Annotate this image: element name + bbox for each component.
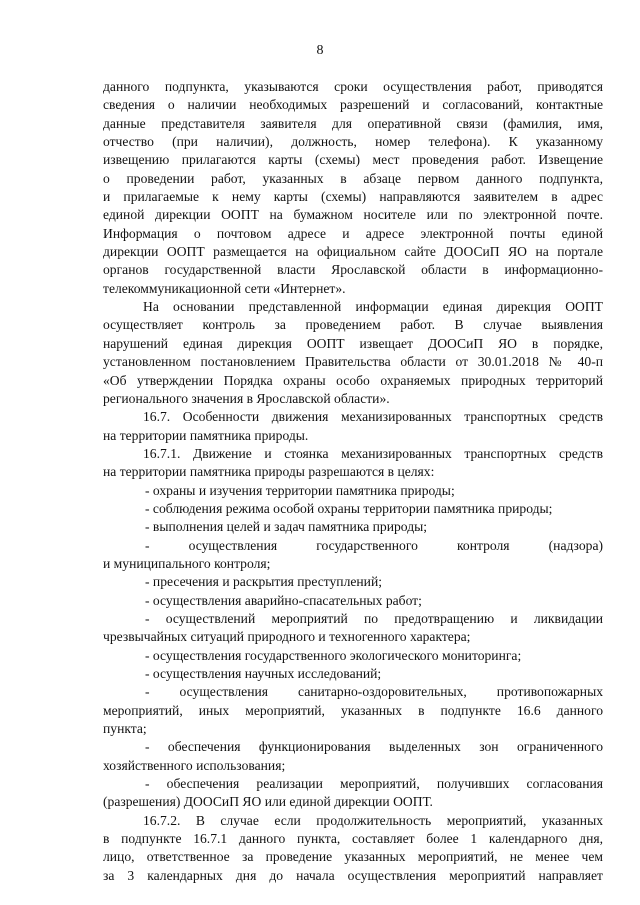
text-line: 16.7. Особенности движения механизированных транспортных средств: [143, 409, 603, 425]
text-line: - охраны и изучения территории памятника природы;: [145, 482, 455, 498]
text-line: - осуществления аварийно-спасательных работ;: [145, 592, 422, 608]
text-line: данного подпункта, указываются сроки осуществления работ, приводятся: [103, 79, 603, 94]
text-line: - осуществления государственного экологического мониторинга;: [145, 647, 522, 663]
text-line: извещению прилагаются карты (схемы) мест проведения работ. Извещение: [103, 152, 603, 168]
text-line: на территории памятника природы.: [103, 427, 309, 443]
text-line: - выполнения целей и задач памятника природы;: [145, 519, 428, 535]
text-line: мероприятий, иных мероприятий, указанных в подпункте 16.6 данного: [103, 702, 603, 718]
document-body: [103, 78, 603, 885]
text-line: регионального значения в Ярославской области».: [103, 390, 390, 406]
text-line: осуществляет контроль за проведением работ. В случае выявления: [103, 317, 603, 333]
text-line: пункта;: [103, 721, 147, 737]
text-line: - осуществлений мероприятий по предотвращению и ликвидации: [145, 610, 603, 626]
text-line: 16.7.1. Движение и стоянка механизированных транспортных средств: [143, 445, 603, 461]
text-line: установленном постановлением Правительства области от 30.01.2018 № 40-п: [103, 354, 603, 370]
text-line: на территории памятника природы разрешаются в целях:: [103, 464, 435, 480]
text-line: за 3 календарных дня до начала осуществления мероприятий направляет: [103, 867, 603, 883]
text-line: - пресечения и раскрытия преступлений;: [145, 574, 383, 590]
text-line: - осуществления санитарно-оздоровительных, противопожарных: [145, 684, 603, 700]
text-line: - соблюдения режима особой охраны территории памятника природы;: [145, 500, 553, 516]
text-line: - осуществления научных исследований;: [145, 666, 382, 681]
text-line: отчество (при наличии), должность, номер телефона). К указанному: [103, 134, 603, 150]
text-line: и прилагаемые к нему карты (схемы) направляются заявителем в адрес: [103, 189, 603, 205]
text-line: Информация о почтовом адресе и адресе электронной почты единой: [103, 225, 603, 241]
text-line: - обеспечения реализации мероприятий, получивших согласования: [145, 776, 603, 792]
text-line: 16.7.2. В случае если продолжительность мероприятий, указанных: [143, 812, 603, 828]
text-line: нарушений единая дирекция ООПТ извещает ДООСиП ЯО в порядке,: [103, 335, 603, 351]
text-line: - обеспечения функционирования выделенных зон ограниченного: [145, 739, 603, 755]
text-line: дирекции ООПТ размещается на официальном сайте ДООСиП ЯО на портале: [103, 244, 603, 260]
text-line: единой дирекции ООПТ на бумажном носителе или по электронной почте.: [103, 207, 603, 223]
text-line: в подпункте 16.7.1 данного пункта, составляет более 1 календарного дня,: [103, 831, 603, 847]
text-line: телекоммуникационной сети «Интернет».: [103, 280, 346, 296]
text-line: и муниципального контроля;: [103, 555, 271, 571]
text-line: лицо, ответственное за проведение указанных мероприятий, не менее чем: [103, 849, 603, 865]
page-number: 8: [316, 43, 324, 58]
text-line: чрезвычайных ситуаций природного и техногенного характера;: [103, 629, 471, 645]
text-line: данные представителя заявителя для оперативной связи (фамилия, имя,: [103, 115, 603, 131]
text-line: о проведении работ, указанных в абзаце первом данного подпункта,: [103, 170, 603, 186]
text-line: (разрешения) ДООСиП ЯО или единой дирекции ООПТ.: [103, 794, 433, 810]
text-line: - осуществления государственного контроля (надзора): [145, 537, 603, 553]
text-line: сведения о наличии необходимых разрешений и согласований, контактные: [103, 97, 603, 113]
text-line: На основании представленной информации единая дирекция ООПТ: [143, 299, 603, 315]
text-line: хозяйственного использования;: [103, 757, 286, 773]
text-line: органов государственной власти Ярославской области в информационно-: [103, 262, 603, 278]
text-line: «Об утверждении Порядка охраны особо охраняемых природных территорий: [103, 372, 603, 388]
